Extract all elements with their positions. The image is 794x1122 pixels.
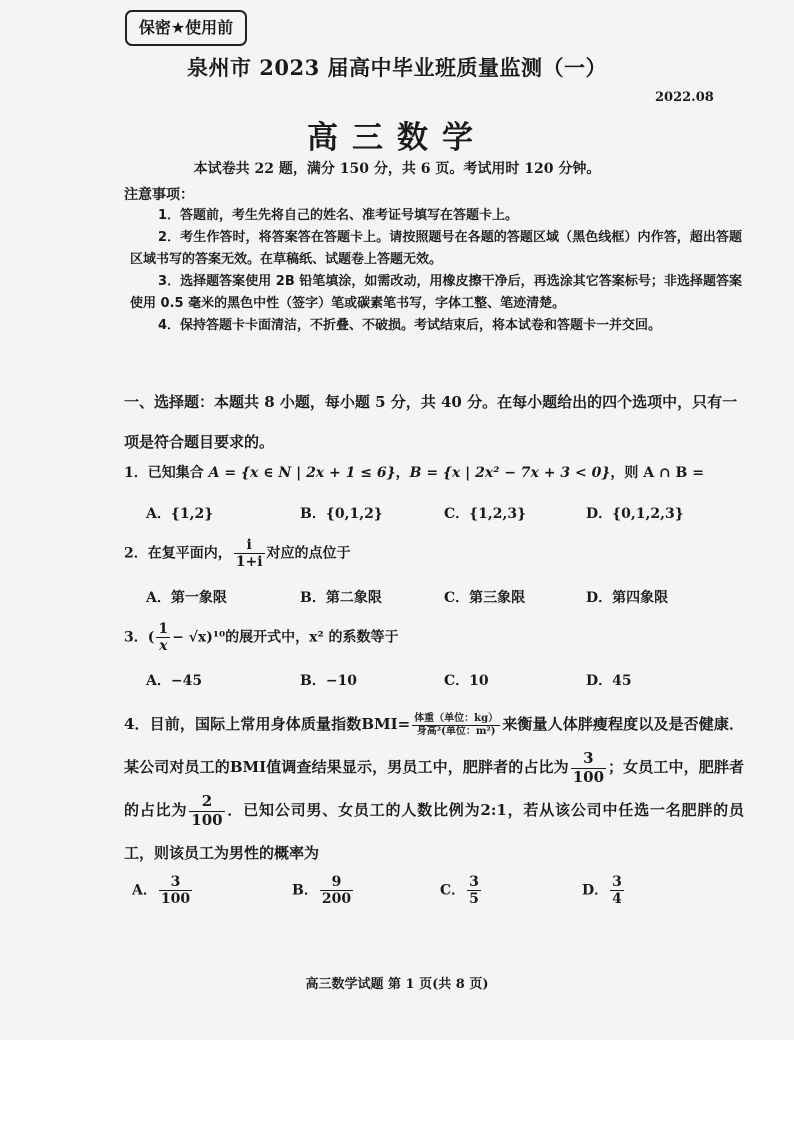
- q4-text-3: ；女员工中，肥胖者的占比为: [124, 758, 744, 819]
- q2-prefix: 2．在复平面内，: [124, 545, 232, 562]
- option-d: [582, 874, 626, 907]
- q1-separator: ，: [395, 465, 410, 481]
- option-a: A．{1,2}: [146, 506, 214, 522]
- option-label: B．: [292, 882, 318, 899]
- question-2: [124, 537, 351, 570]
- option-numerator: 3: [469, 874, 479, 890]
- q2-fraction: [234, 537, 265, 570]
- question-3: [124, 621, 399, 654]
- bmi-denominator: 身高²(单位：m²): [416, 725, 496, 737]
- notice-list: [130, 205, 742, 337]
- option-d: D．{0,1,2,3}: [586, 506, 684, 522]
- option-c: C．第三象限: [444, 590, 526, 606]
- q4-text-4: ．已知公司男、女员工的人数比例为2:1，若从该公司中任选一名肥胖的员工，则该员工为男性的概率为: [124, 801, 744, 862]
- option-label: C．: [440, 882, 466, 899]
- option-a: A．第一象限: [146, 590, 227, 606]
- option-numerator: 3: [159, 874, 192, 891]
- notice-item: 4．保持答题卡卡面清洁，不折叠、不破损。考试结束后，将本试卷和答题卡一并交回。: [158, 318, 662, 333]
- subject-title: 高三数学: [307, 120, 487, 156]
- confidential-stamp: 保密★使用前: [125, 10, 247, 46]
- female-numerator: 2: [189, 793, 224, 811]
- question-1: [124, 462, 704, 482]
- option-denominator: 4: [612, 891, 622, 908]
- option-denominator: 5: [469, 891, 479, 908]
- q1-set-a: A = {x ∈ N | 2x + 1 ≤ 6}: [208, 465, 396, 481]
- option-a: [132, 874, 194, 907]
- bmi-fraction: [412, 713, 500, 737]
- q3-prefix: 3．(: [124, 629, 155, 646]
- q4-text-1: 4．目前，国际上常用身体质量指数BMI=: [124, 715, 411, 733]
- q3-expression: − √x)¹⁰: [172, 629, 226, 646]
- option-b: B．−10: [300, 673, 358, 689]
- option-fraction: [159, 874, 192, 907]
- exam-info: 本试卷共 22 题，满分 150 分，共 6 页。考试用时 120 分钟。: [193, 161, 601, 177]
- option-fraction: [320, 874, 353, 907]
- option-label: D．: [582, 882, 609, 899]
- option-c: C．{1,2,3}: [444, 506, 527, 522]
- option-b: B．第二象限: [300, 590, 382, 606]
- option-d: D．45: [586, 673, 632, 689]
- male-ratio-fraction: [571, 750, 606, 786]
- option-fraction: [610, 874, 624, 907]
- option-denominator: 100: [160, 891, 191, 908]
- notice-heading: 注意事项：: [124, 187, 194, 203]
- male-denominator: 100: [572, 767, 605, 786]
- notice-item: 1．答题前，考生先将自己的姓名、准考证号填写在答题卡上。: [158, 208, 519, 223]
- exam-date: 2022.08: [655, 90, 714, 105]
- q3-numerator: 1: [158, 621, 169, 637]
- option-c: [440, 874, 483, 907]
- notice-item: 2．考生作答时，将答案答在答题卡上。请按照题号在各题的答题区域（黑色线框）内作答，超出答题区域书写的答案无效。在草稿纸、试题卷上答题无效。: [130, 230, 742, 267]
- option-b: B．{0,1,2}: [300, 506, 383, 522]
- option-numerator: 9: [320, 874, 353, 891]
- option-c: C．10: [444, 673, 489, 689]
- q1-suffix: ，则 A ∩ B =: [610, 465, 704, 481]
- question-4: [124, 703, 744, 875]
- q2-denominator: 1+i: [235, 554, 263, 571]
- q1-prefix: 1．已知集合: [124, 465, 209, 481]
- section-heading: 一、选择题：本题共 8 小题，每小题 5 分，共 40 分。在每小题给出的四个选项中，只有一项是符合题目要求的。: [124, 393, 738, 451]
- option-a: A．−45: [146, 673, 203, 689]
- female-denominator: 100: [191, 810, 223, 829]
- option-fraction: [467, 874, 481, 907]
- option-d: D．第四象限: [586, 590, 669, 606]
- male-numerator: 3: [571, 750, 606, 768]
- q3-denominator: x: [159, 638, 168, 655]
- exam-title: 泉州市 2023 届高中毕业班质量监测（一）: [186, 55, 608, 80]
- option-label: A．: [132, 882, 157, 899]
- q3-fraction: [156, 621, 170, 654]
- bmi-numerator: 体重（单位：kg）: [414, 713, 499, 724]
- q2-numerator: i: [234, 537, 265, 554]
- option-denominator: 200: [321, 891, 352, 908]
- q3-suffix: 的展开式中，x² 的系数等于: [225, 629, 399, 646]
- notice-item: 3．选择题答案使用 2B 铅笔填涂，如需改动，用橡皮擦干净后，再选涂其它答案标号；非选择题答案使用 0.5 毫米的黑色中性（签字）笔或碳素笔书写，字体工整、笔迹清楚。: [130, 274, 742, 311]
- q4-text-2: 来衡量人体胖瘦程度以及是否健康．某公司对员工的BMI值调查结果显示，男员工中，肥胖者的占比为: [124, 715, 744, 776]
- option-numerator: 3: [612, 874, 622, 890]
- q1-set-b: B = {x | 2x² − 7x + 3 < 0}: [409, 465, 611, 481]
- option-b: [292, 874, 355, 907]
- page-footer: 高三数学试题 第 1 页(共 8 页): [305, 977, 489, 992]
- q2-suffix: 对应的点位于: [266, 545, 351, 562]
- female-ratio-fraction: [189, 793, 224, 829]
